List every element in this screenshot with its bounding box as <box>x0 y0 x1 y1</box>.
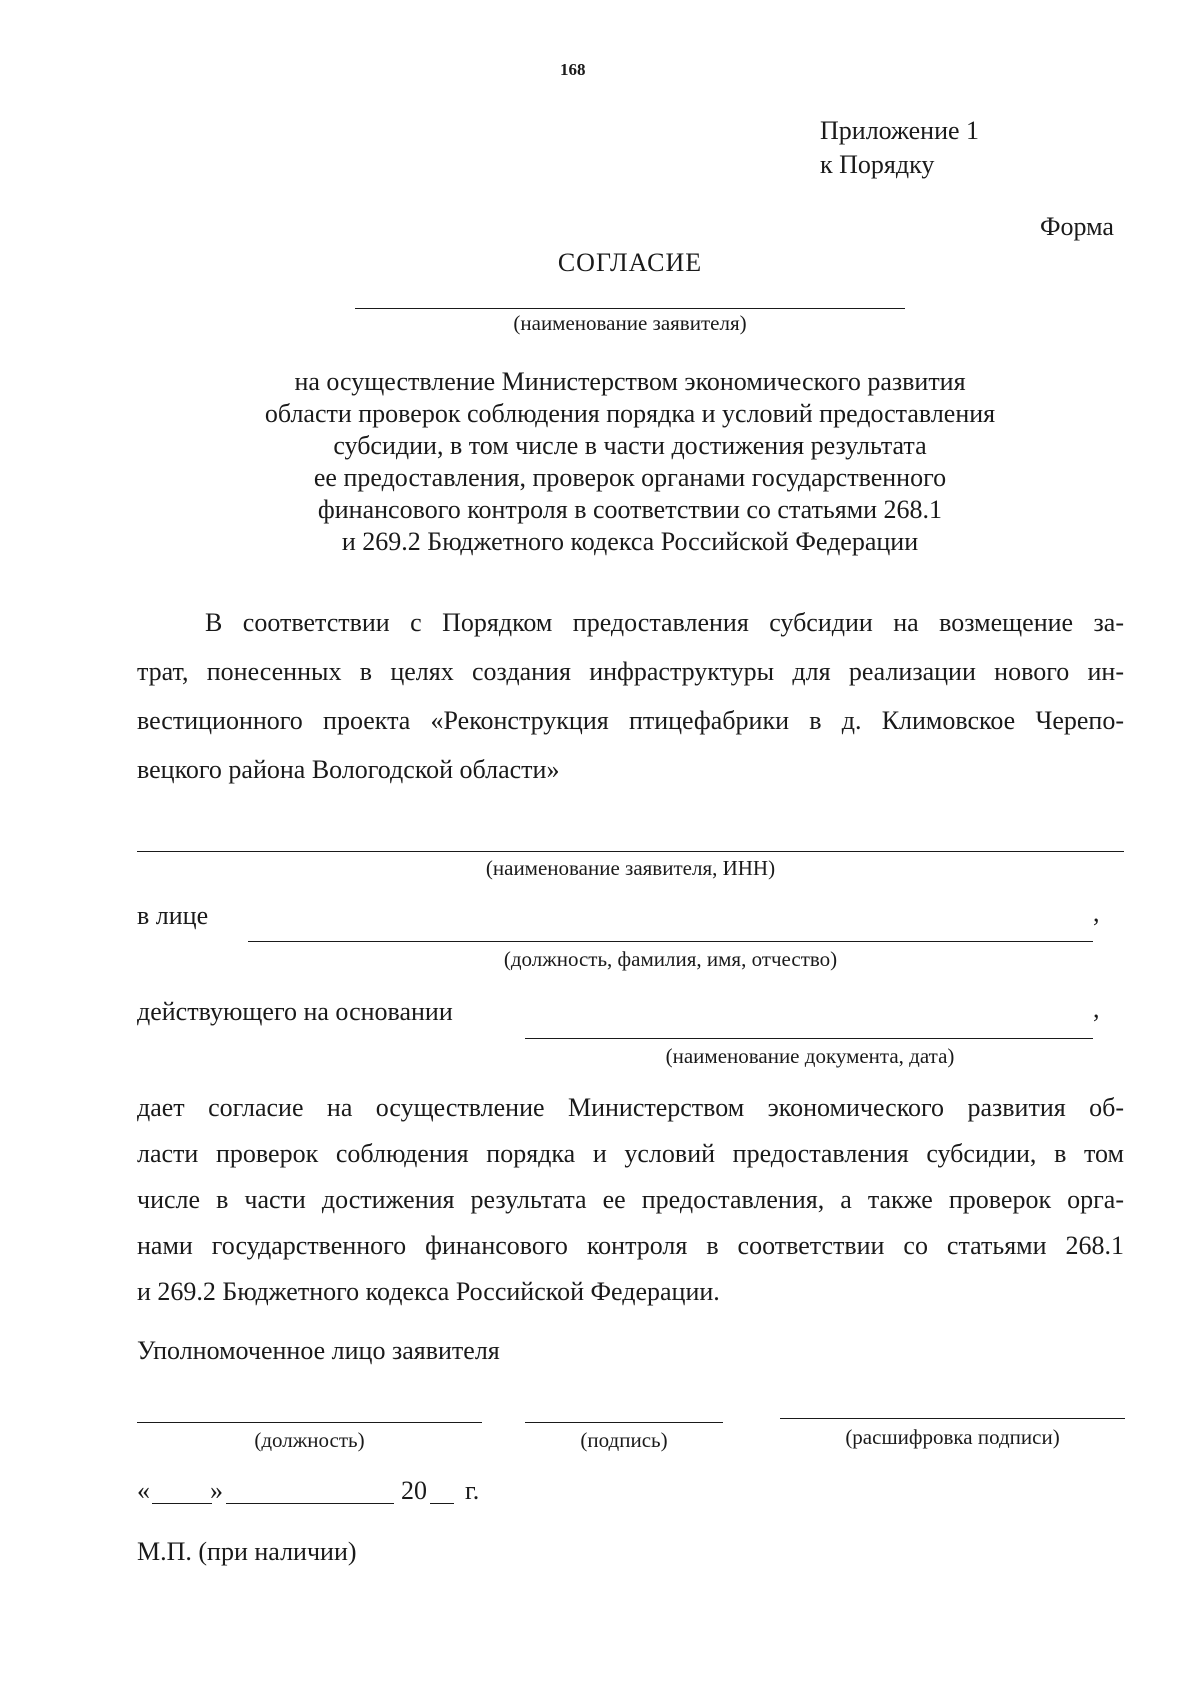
position-caption: (должность) <box>254 1428 365 1452</box>
subtitle-line-6: и 269.2 Бюджетного кодекса Российской Федерации <box>341 527 919 556</box>
intro-paragraph-line-1: В соответствии с Порядком предоставления субсидии на возмещение за- <box>205 608 1124 637</box>
form-label: Форма <box>1040 212 1114 241</box>
intro-paragraph-line-4: вецкого района Вологодской области» <box>137 755 560 784</box>
consent-paragraph-line-3: числе в части достижения результата ее предоставления, а также проверок орга- <box>137 1185 1124 1214</box>
subtitle-line-5: финансового контроля в соответствии со статьями 268.1 <box>317 495 943 524</box>
consent-paragraph-line-4: нами государственного финансового контроля в соответствии со статьями 268.1 <box>137 1231 1124 1260</box>
signature-field-line[interactable] <box>525 1422 723 1423</box>
acting-basis-label: действующего на основании <box>137 997 453 1026</box>
date-close-quote: » <box>210 1476 223 1505</box>
comma-2: , <box>1093 994 1100 1023</box>
consent-paragraph-line-1: дает согласие на осуществление Министерством экономического развития об- <box>137 1093 1124 1122</box>
page-number: 168 <box>560 60 586 79</box>
appendix-reference: к Порядку <box>820 150 935 179</box>
applicant-name-caption: (наименование заявителя) <box>513 311 747 335</box>
signature-decoding-field-line[interactable] <box>780 1418 1125 1419</box>
intro-paragraph-line-2: трат, понесенных в целях создания инфраструктуры для реализации нового ин- <box>137 657 1124 686</box>
comma-1: , <box>1093 898 1100 927</box>
subtitle-line-2: области проверок соблюдения порядка и условий предоставления <box>264 399 996 428</box>
date-month-field-line[interactable] <box>226 1503 394 1504</box>
position-fio-caption: (должность, фамилия, имя, отчество) <box>503 947 838 971</box>
in-person-label: в лице <box>137 901 209 930</box>
subtitle-line-1: на осуществление Министерством экономического развития <box>294 367 966 396</box>
document-date-field-line[interactable] <box>525 1038 1093 1039</box>
appendix-label: Приложение 1 <box>820 116 980 145</box>
date-year-suffix: г. <box>465 1476 480 1505</box>
date-year-field-line[interactable] <box>430 1503 454 1504</box>
applicant-name-inn-caption: (наименование заявителя, ИНН) <box>485 856 776 880</box>
position-fio-field-line[interactable] <box>248 941 1093 942</box>
authorized-person-label: Уполномоченное лицо заявителя <box>137 1336 500 1365</box>
date-year-prefix: 20 <box>401 1476 427 1505</box>
signature-decoding-caption: (расшифровка подписи) <box>845 1425 1060 1449</box>
date-open-quote: « <box>137 1476 150 1505</box>
date-day-field-line[interactable] <box>152 1503 212 1504</box>
subtitle-line-4: ее предоставления, проверок органами государственного <box>313 463 947 492</box>
applicant-name-inn-field-line[interactable] <box>137 851 1124 852</box>
applicant-name-field-line[interactable] <box>355 308 905 309</box>
consent-paragraph-line-5: и 269.2 Бюджетного кодекса Российской Федерации. <box>137 1277 720 1306</box>
subtitle-line-3: субсидии, в том числе в части достижения результата <box>333 431 927 460</box>
document-date-caption: (наименование документа, дата) <box>665 1044 955 1068</box>
position-field-line[interactable] <box>137 1422 482 1423</box>
document-title: СОГЛАСИЕ <box>557 248 703 277</box>
signature-caption: (подпись) <box>580 1428 668 1452</box>
intro-paragraph-line-3: вестиционного проекта «Реконструкция птицефабрики в д. Климовское Черепо- <box>137 706 1124 735</box>
stamp-note: М.П. (при наличии) <box>137 1537 357 1566</box>
consent-paragraph-line-2: ласти проверок соблюдения порядка и условий предоставления субсидии, в том <box>137 1139 1124 1168</box>
